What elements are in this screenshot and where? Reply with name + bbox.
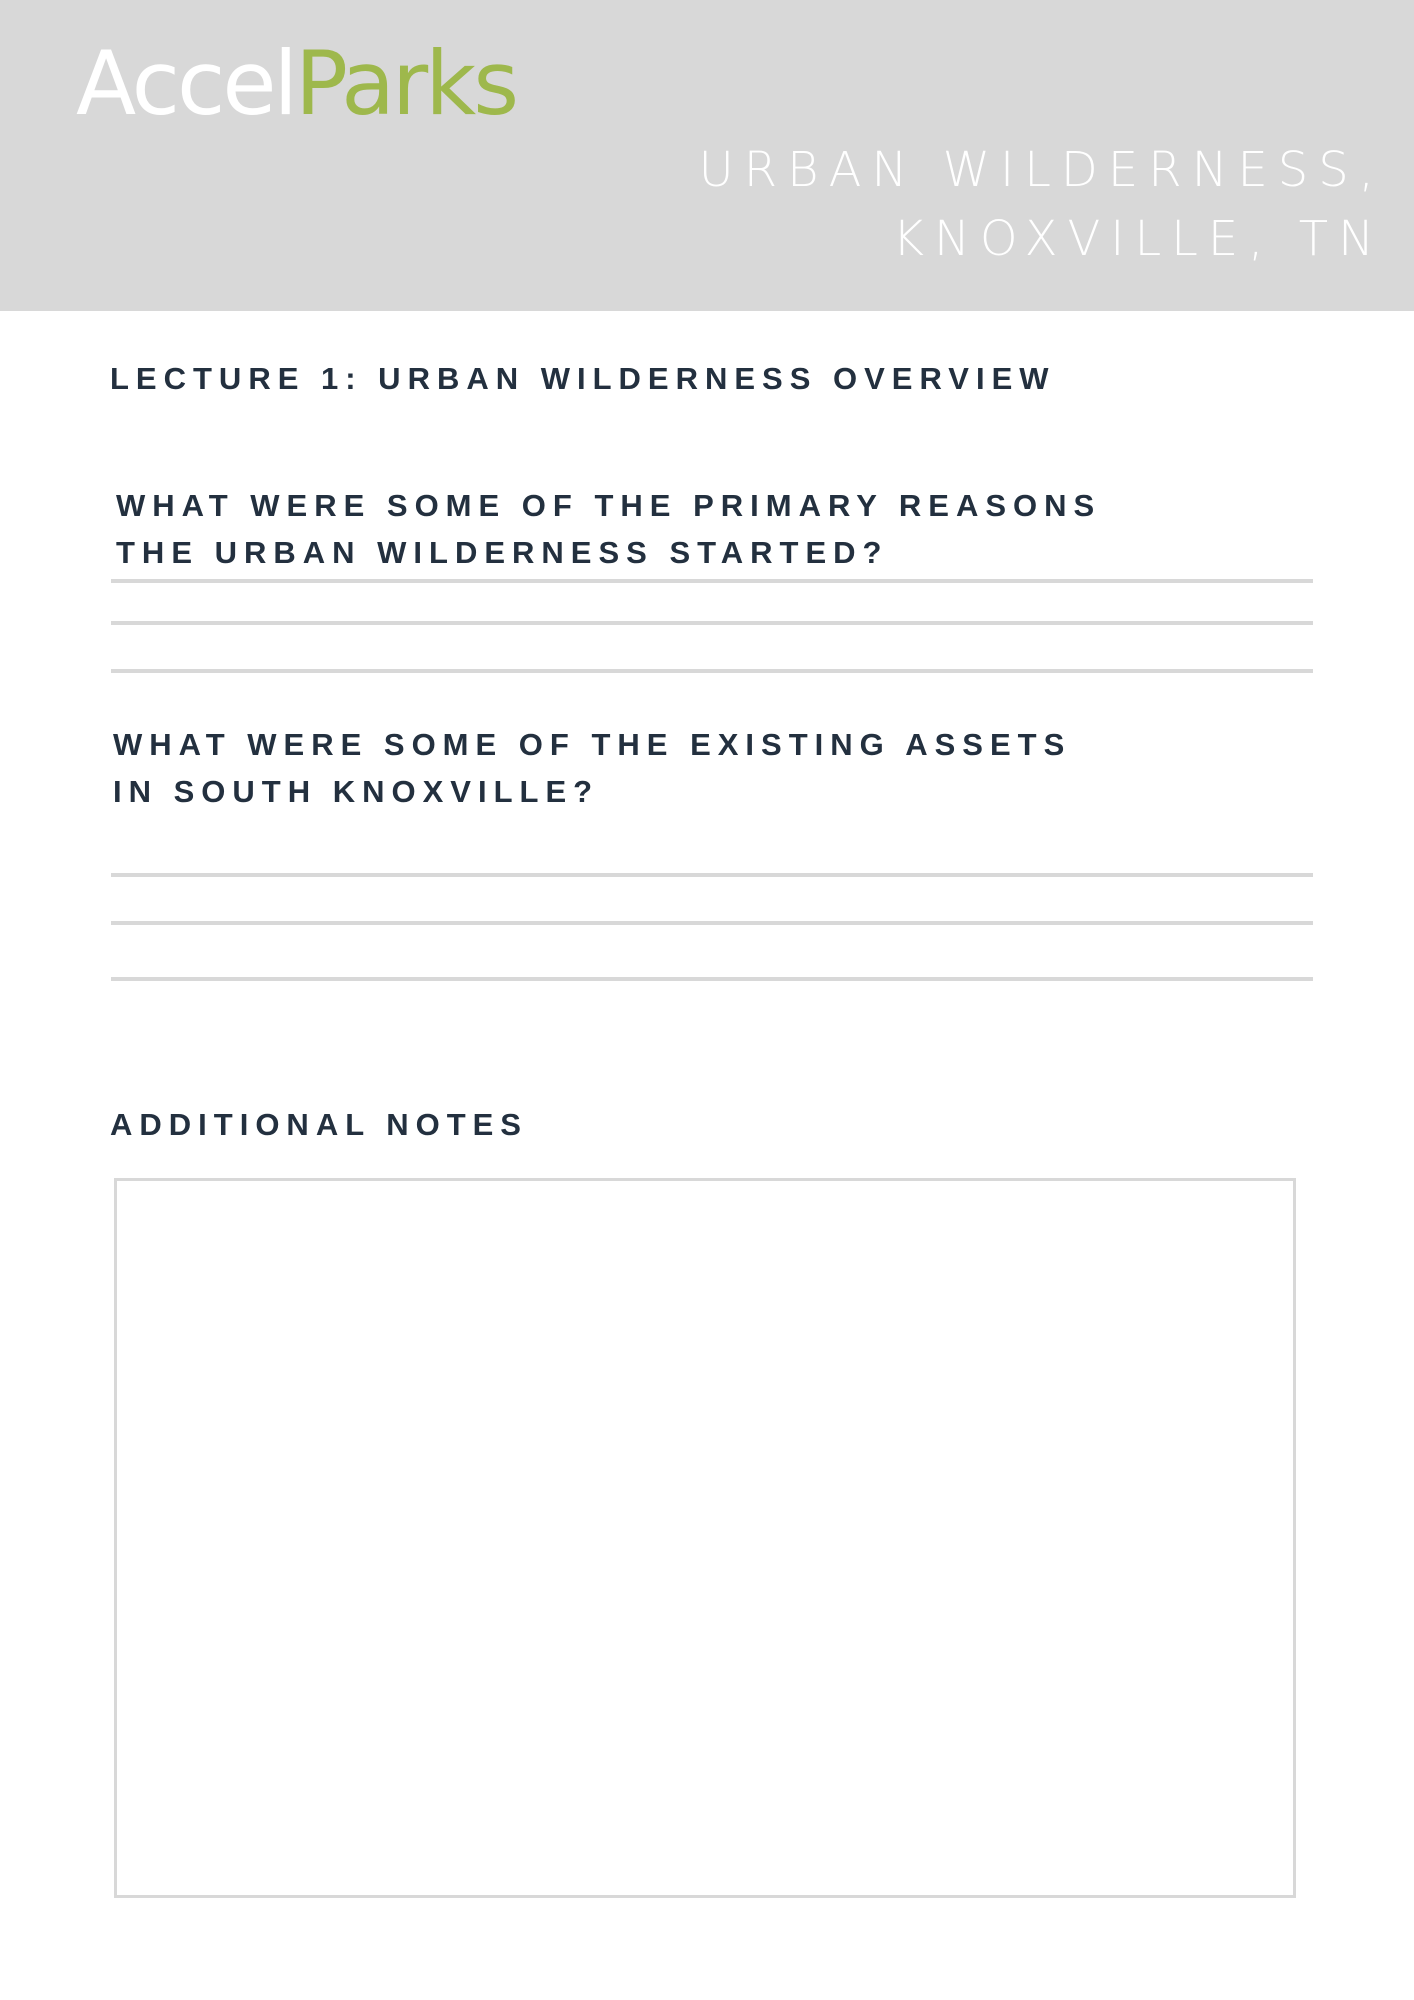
answer-line-1-3[interactable] xyxy=(111,669,1313,673)
additional-notes-box[interactable] xyxy=(114,1178,1296,1898)
question-1-line-2: THE URBAN WILDERNESS STARTED? xyxy=(116,535,889,570)
answer-line-2-2[interactable] xyxy=(111,921,1313,925)
answer-line-1-2[interactable] xyxy=(111,621,1313,625)
question-2 xyxy=(113,721,1071,815)
question-1-line-1: WHAT WERE SOME OF THE PRIMARY REASONS xyxy=(116,488,1102,523)
answer-line-2-3[interactable] xyxy=(111,977,1313,981)
logo-word-accel: Accel xyxy=(76,32,296,135)
logo-word-parks: Parks xyxy=(295,32,517,135)
location-title xyxy=(699,136,1384,274)
lecture-title: LECTURE 1: URBAN WILDERNESS OVERVIEW xyxy=(110,361,1056,396)
location-line-2: KNOXVILLE, TN xyxy=(892,211,1384,267)
question-2-line-2: IN SOUTH KNOXVILLE? xyxy=(113,774,600,809)
answer-line-1-1[interactable] xyxy=(111,579,1313,583)
question-2-line-1: WHAT WERE SOME OF THE EXISTING ASSETS xyxy=(113,727,1072,762)
question-1 xyxy=(116,482,1101,576)
header-banner xyxy=(0,0,1414,311)
answer-line-2-1[interactable] xyxy=(111,873,1313,877)
additional-notes-title: ADDITIONAL NOTES xyxy=(110,1107,528,1142)
acceleparks-logo xyxy=(76,34,516,134)
location-line-1: URBAN WILDERNESS, xyxy=(698,142,1384,198)
